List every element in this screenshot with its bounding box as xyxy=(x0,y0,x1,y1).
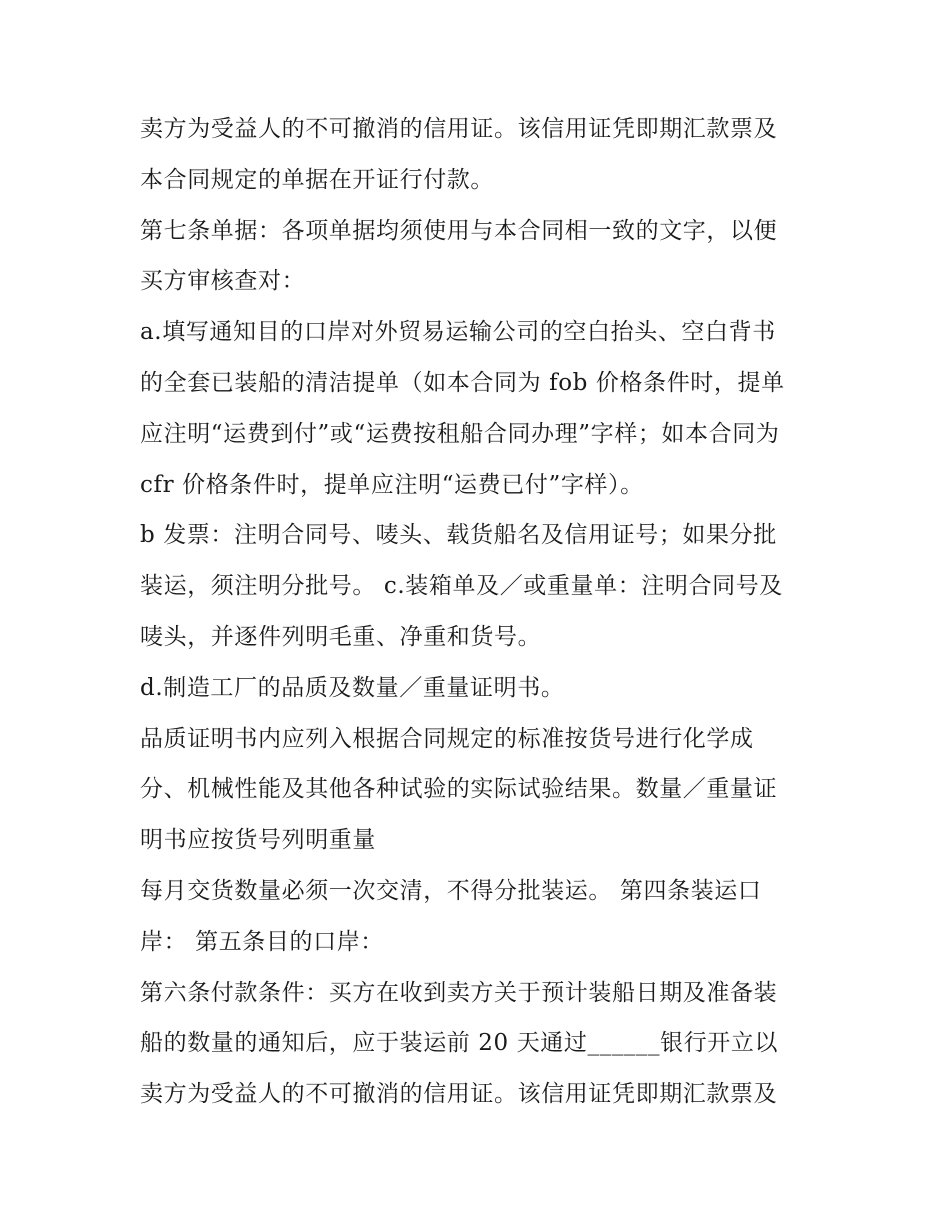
text-line: 第六条付款条件：买方在收到卖方关于预计装船日期及准备装 xyxy=(140,979,778,1006)
text-line: 唛头，并逐件列明毛重、净重和货号。 xyxy=(140,623,542,650)
text-line: 买方审核查对： xyxy=(140,268,306,295)
text-line: d.制造工厂的品质及数量／重量证明书。 xyxy=(140,674,565,701)
text-line: 应注明“运费到付”或“运费按租船合同办理”字样；如本合同为 xyxy=(140,420,780,447)
text-line: a.填写通知目的口岸对外贸易运输公司的空白抬头、空白背书 xyxy=(140,319,776,346)
text-line: 船的数量的通知后，应于装运前 20 天通过______银行开立以 xyxy=(140,1030,779,1057)
text-line: 本合同规定的单据在开证行付款。 xyxy=(140,166,494,193)
text-line: 装运，须注明分批号。 c.装箱单及／或重量单：注明合同号及 xyxy=(140,573,783,600)
text-line: 品质证明书内应列入根据合同规定的标准按货号进行化学成 xyxy=(140,725,754,752)
text-line: 明书应按货号列明重量 xyxy=(140,827,376,854)
text-line: 分、机械性能及其他各种试验的实际试验结果。数量／重量证 xyxy=(140,776,778,803)
text-line: 的全套已装船的清洁提单（如本合同为 fob 价格条件时，提单 xyxy=(140,369,785,396)
text-line: 岸： 第五条目的口岸： xyxy=(140,928,384,955)
text-line: 每月交货数量必须一次交清，不得分批装运。 第四条装运口 xyxy=(140,877,762,904)
text-line: 卖方为受益人的不可撤消的信用证。该信用证凭即期汇款票及 xyxy=(140,1081,778,1108)
text-line: b 发票：注明合同号、唛头、载货船名及信用证号；如果分批 xyxy=(140,522,777,549)
contract-text xyxy=(140,104,820,1120)
text-line: cfr 价格条件时，提单应注明“运费已付”字样）。 xyxy=(140,471,644,498)
text-line: 卖方为受益人的不可撤消的信用证。该信用证凭即期汇款票及 xyxy=(140,116,778,142)
text-line: 第七条单据：各项单据均须使用与本合同相一致的文字，以便 xyxy=(140,217,778,244)
